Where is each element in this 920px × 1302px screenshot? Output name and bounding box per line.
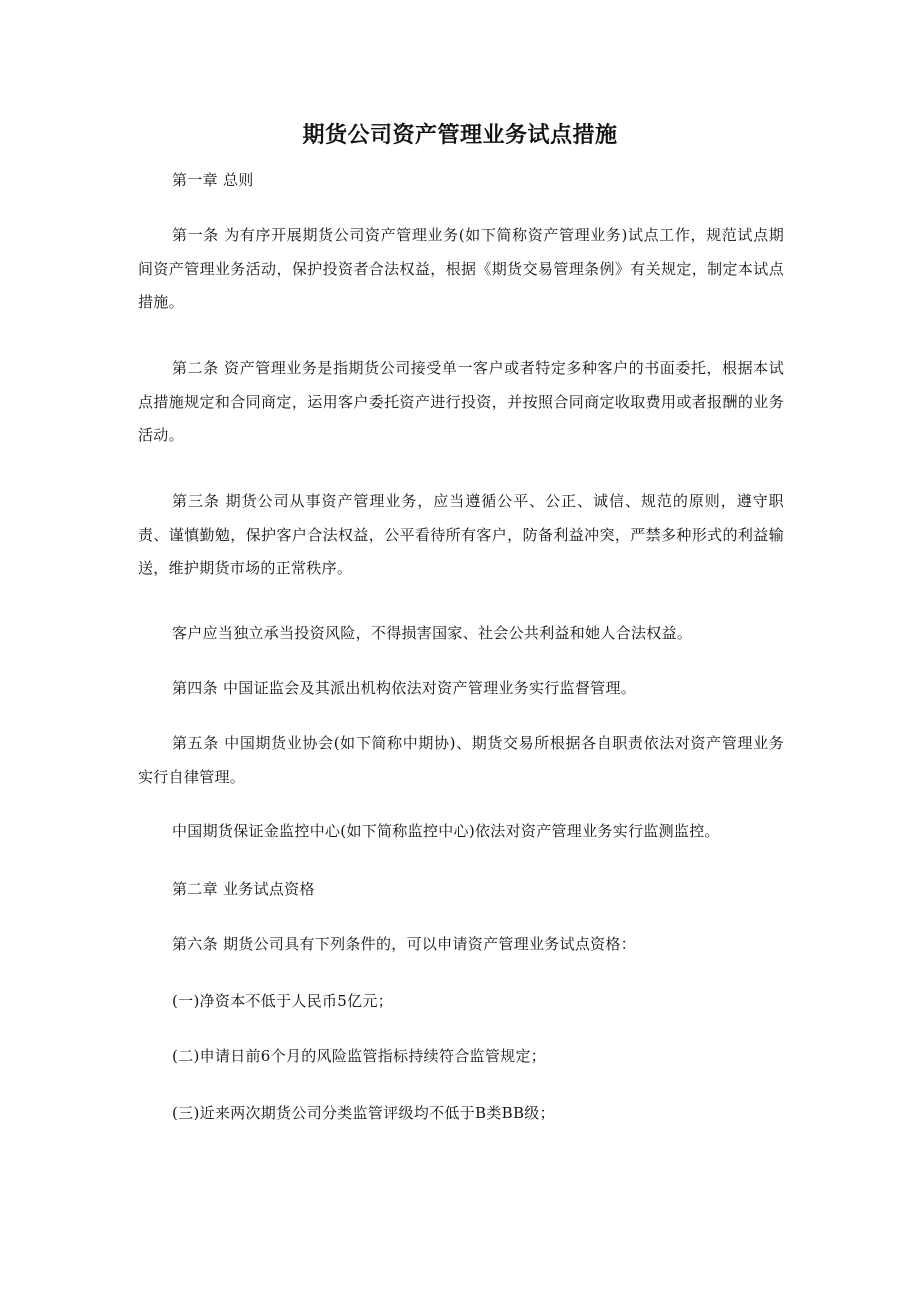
document-title: 期货公司资产管理业务试点措施 <box>302 123 618 148</box>
list-item: (一)净资本不低于人民币5亿元； <box>172 992 394 1010</box>
list-item: (二)申请日前6个月的风险监管指标持续符合监管规定； <box>172 1047 547 1065</box>
list-item: (三)近来两次期货公司分类监管评级均不低于B类BB级； <box>172 1104 555 1122</box>
article-paragraph: 第六条 期货公司具有下列条件的，可以申请资产管理业务试点资格： <box>172 935 637 953</box>
article-paragraph: 第一条 为有序开展期货公司资产管理业务(如下简称资产管理业务)试点工作，规范试点期间资产管理业务活动，保护投资者合法权益，根据《期货交易管理条例》有关规定，制定本试点措施。 <box>138 226 784 311</box>
article-paragraph: 第四条 中国证监会及其派出机构依法对资产管理业务实行监督管理。 <box>172 679 637 697</box>
body-paragraph: 客户应当独立承当投资风险，不得损害国家、社会公共利益和她人合法权益。 <box>172 624 693 642</box>
article-paragraph: 第二条 资产管理业务是指期货公司接受单一客户或者特定多种客户的书面委托，根据本试点措施规定和合同商定，运用客户委托资产进行投资，并按照合同商定收取费用或者报酬的业务活动。 <box>138 359 784 444</box>
chapter-heading: 第二章 业务试点资格 <box>172 880 315 898</box>
chapter-heading: 第一章 总则 <box>172 171 254 189</box>
body-paragraph: 中国期货保证金监控中心(如下简称监控中心)依法对资产管理业务实行监测监控。 <box>172 822 720 840</box>
article-paragraph: 第三条 期货公司从事资产管理业务，应当遵循公平、公正、诚信、规范的原则，遵守职责、谨慎勤勉，保护客户合法权益，公平看待所有客户，防备利益冲突，严禁多种形式的利益输送，维护期货市场的正常秩序。 <box>138 492 784 577</box>
article-paragraph: 第五条 中国期货业协会(如下简称中期协)、期货交易所根据各自职责依法对资产管理业务实行自律管理。 <box>138 734 784 786</box>
